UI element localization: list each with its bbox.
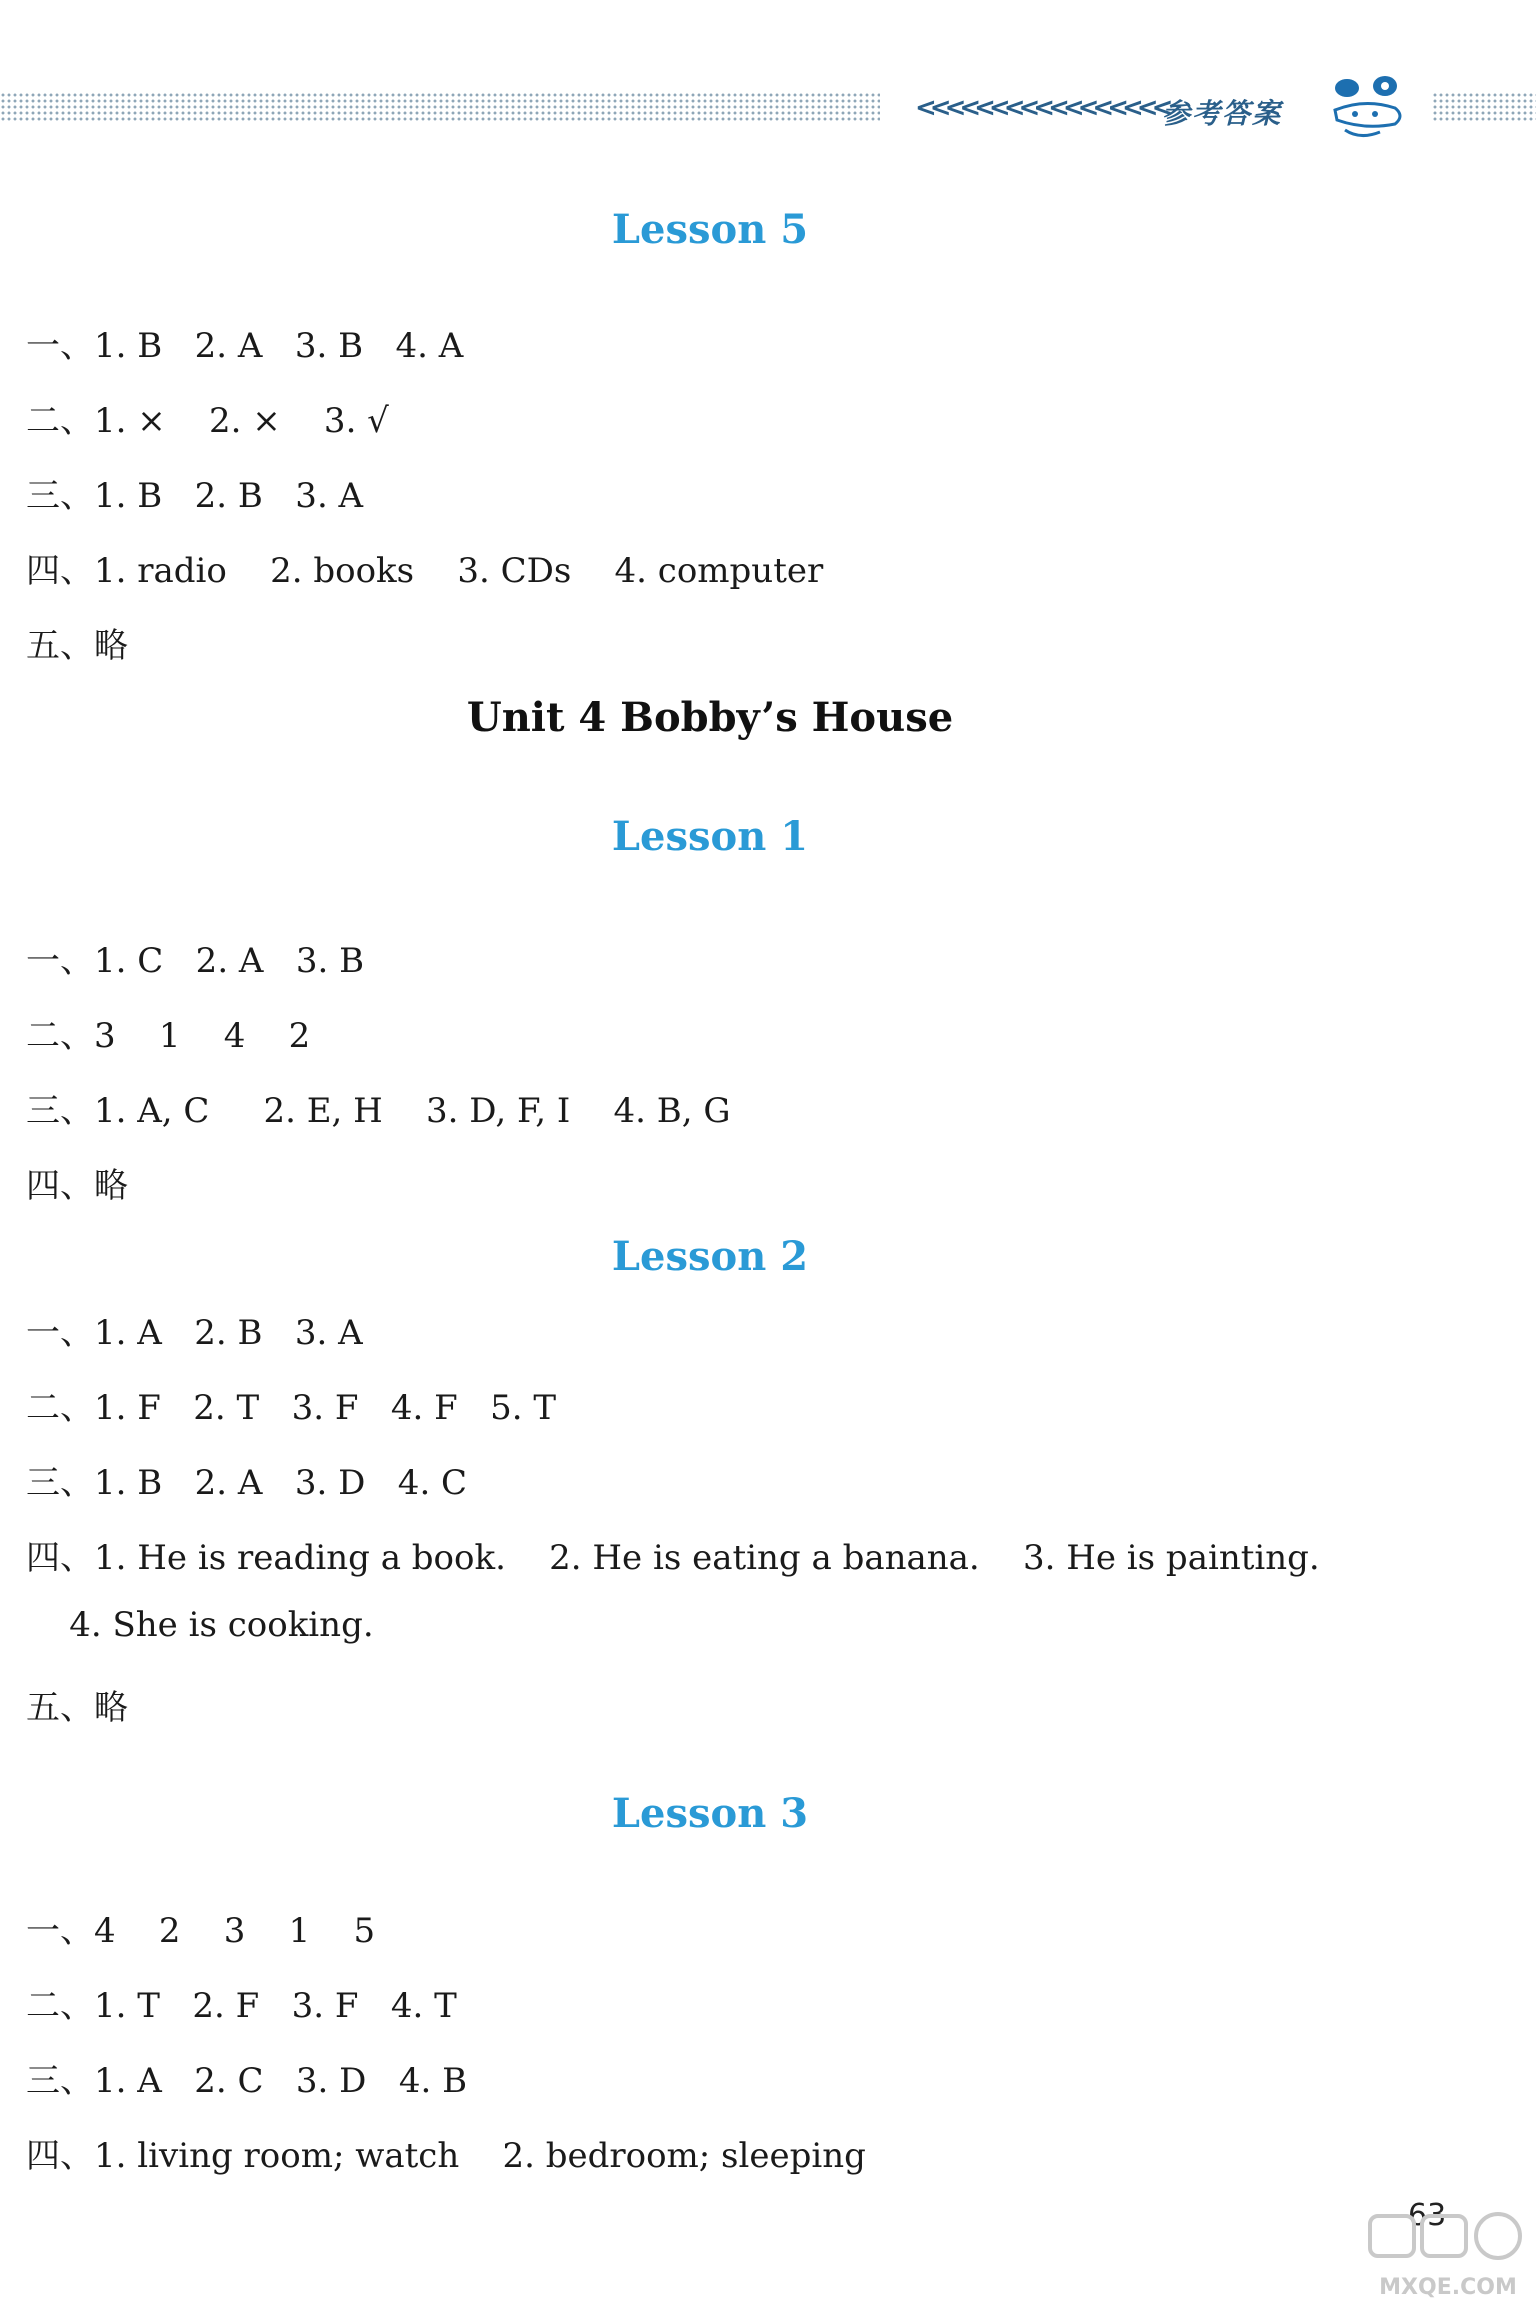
lesson5-answer-line: 四、1. radio 2. books 3. CDs 4. computer xyxy=(26,551,824,591)
lesson2-answer-line: 4. She is cooking. xyxy=(26,1605,374,1645)
lesson2-answer-line: 五、略 xyxy=(26,1688,128,1728)
page-number: 63 xyxy=(1408,2198,1447,2233)
lesson2-title: Lesson 2 xyxy=(611,1233,809,1280)
header-chevrons: <<<<<<<<<<<<<<<<< xyxy=(915,93,1167,123)
page-header xyxy=(0,0,1536,150)
lesson5-answer-line: 一、1. B 2. A 3. B 4. A xyxy=(26,326,464,366)
cartoon-cat-icon xyxy=(1325,68,1425,148)
lesson3-answer-line: 二、1. T 2. F 3. F 4. T xyxy=(26,1986,457,2026)
lesson1-title: Lesson 1 xyxy=(611,813,809,860)
lesson3-title: Lesson 3 xyxy=(611,1790,809,1837)
lesson3-answer-line: 四、1. living room; watch 2. bedroom; sleeping xyxy=(26,2136,866,2176)
lesson2-answer-line: 一、1. A 2. B 3. A xyxy=(26,1313,363,1353)
header-dot-pattern-left xyxy=(0,92,880,122)
watermark-text: MXQE.COM xyxy=(1379,2275,1517,2300)
unit-title: Unit 4 Bobby’s House xyxy=(466,694,954,741)
lesson1-answer-line: 二、3 1 4 2 xyxy=(26,1016,311,1056)
lesson2-answer-line: 三、1. B 2. A 3. D 4. C xyxy=(26,1463,468,1503)
header-title: 参考答案 xyxy=(1162,97,1283,130)
lesson1-answer-line: 三、1. A, C 2. E, H 3. D, F, I 4. B, G xyxy=(26,1091,731,1131)
lesson5-answer-line: 五、略 xyxy=(26,626,128,666)
lesson3-answer-line: 三、1. A 2. C 3. D 4. B xyxy=(26,2061,468,2101)
lesson5-answer-line: 二、1. × 2. × 3. √ xyxy=(26,401,389,441)
lesson3-answer-line: 一、4 2 3 1 5 xyxy=(26,1911,376,1951)
mxqe-watermark-logo xyxy=(1360,2210,1536,2304)
lesson1-answer-line: 四、略 xyxy=(26,1166,128,1206)
lesson2-answer-line: 四、1. He is reading a book. 2. He is eating a banana. 3. He is painting. xyxy=(26,1538,1320,1578)
lesson5-answer-line: 三、1. B 2. B 3. A xyxy=(26,476,364,516)
lesson5-title: Lesson 5 xyxy=(611,206,809,253)
lesson2-answer-line: 二、1. F 2. T 3. F 4. F 5. T xyxy=(26,1388,557,1428)
header-dot-pattern-right xyxy=(1432,92,1536,122)
lesson1-answer-line: 一、1. C 2. A 3. B xyxy=(26,941,365,981)
